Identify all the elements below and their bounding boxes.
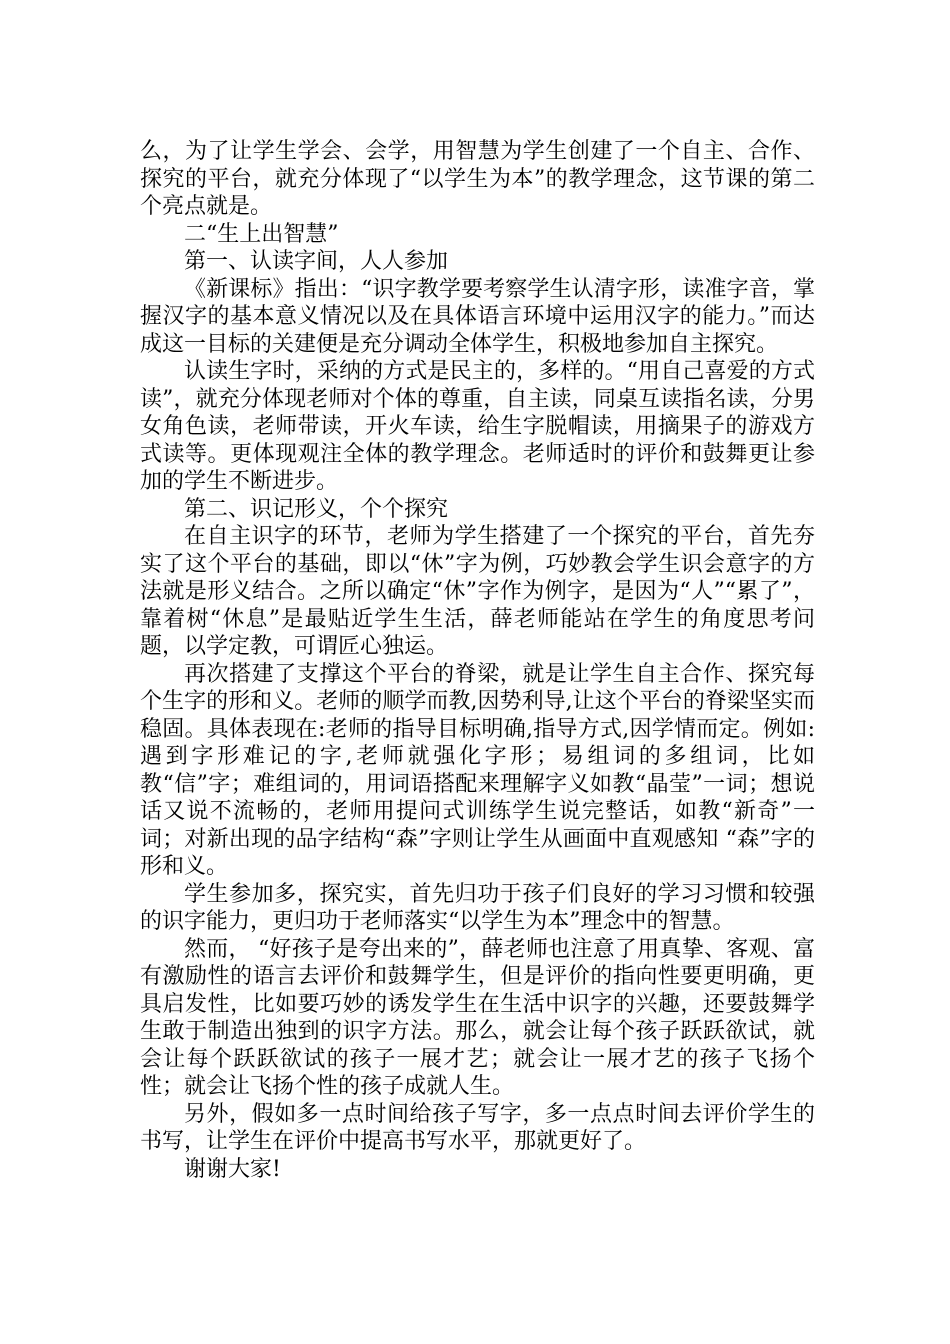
document-body — [140, 138, 815, 1183]
section-heading-two: 二“生上出智慧” — [184, 221, 339, 247]
subheading-first: 第一、认读字间，人人参加 — [184, 249, 449, 274]
paragraph-evaluation-suggestion: 然而， “好孩子是夸出来的”，薛老师也注意了用真挚、客观、富有激励性的语言去评价和鼓舞学生，但是评价的指向性要更明确，更具启发性，比如要巧妙的诱发学生在生活中识字的兴趣，还要鼓舞学生敢于制造出独到的识字方法。那么，就会让每个孩子跃跃欲试，就会让每个跃跃欲试的孩子一展才艺；就会让一展才艺的孩子飞扬个性；就会让飞扬个性的孩子成就人生。 — [140, 936, 815, 1099]
paragraph-reading-methods: 认读生字时，采纳的方式是民主的，多样的。“用自己喜爱的方式读”，就充分体现老师对个体的尊重，自主读，同桌互读指名读，分男女角色读，老师带读，开火车读，给生字脱帽读，用摘果子的游戏方式读等。更体现观注全体的教学理念。老师适时的评价和鼓舞更让参加的学生不断进步。 — [140, 359, 815, 494]
paragraph-platform-foundation: 在自主识字的环节，老师为学生搭建了一个探究的平台，首先夯实了这个平台的基础，即以“休”字为例，巧妙教会学生识会意字的方法就是形义结合。之所以确定“休”字作为例字，是因为“人”“累了”，靠着树“休息”是最贴近学生生活，薛老师能站在学生的角度思考问题，以学定教，可谓匠心独运。 — [140, 524, 815, 659]
paragraph-curriculum-standard: 《新课标》指出：“识字教学要考察学生认清字形，读准字音，掌握汉字的基本意义情况以及在具体语言环境中运用汉字的能力。”而达成这一目标的关建便是充分调动全体学生，积极地参加自主探究。 — [140, 276, 815, 357]
paragraph-closing-thanks: 谢谢大家! — [184, 1156, 281, 1182]
paragraph-writing-suggestion: 另外，假如多一点时间给孩子写字，多一点点时间去评价学生的书写，让学生在评价中提高书写水平，那就更好了。 — [140, 1101, 815, 1154]
paragraph-continuation: 么，为了让学生学会、会学，用智慧为学生创建了一个自主、合作、探究的平台，就充分体现了“以学生为本”的教学理念，这节课的第二个亮点就是。 — [140, 139, 815, 219]
paragraph-platform-backbone: 再次搭建了支撑这个平台的脊梁，就是让学生自主合作、探究每个生字的形和义。老师的顺学而教,因势利导,让这个平台的脊梁坚实而稳固。具体表现在:老师的指导目标明确,指导方式,因学情而定。例如:遇到字形难记的字,老师就强化字形；易组词的多组词，比如教“信”字；难组词的，用词语搭配来理解字义如教“晶莹”一词；想说话又说不流畅的，老师用提问式训练学生说完整话，如教“新奇”一词；对新出现的品字结构“森”字则让学生从画面中直观感知 “森”字的形和义。 — [140, 661, 815, 879]
subheading-second: 第二、识记形义，个个探究 — [184, 496, 449, 522]
paragraph-student-participation: 学生参加多，探究实，首先归功于孩子们良好的学习习惯和较强的识字能力，更归功于老师落实“以学生为本”理念中的智慧。 — [140, 881, 815, 934]
